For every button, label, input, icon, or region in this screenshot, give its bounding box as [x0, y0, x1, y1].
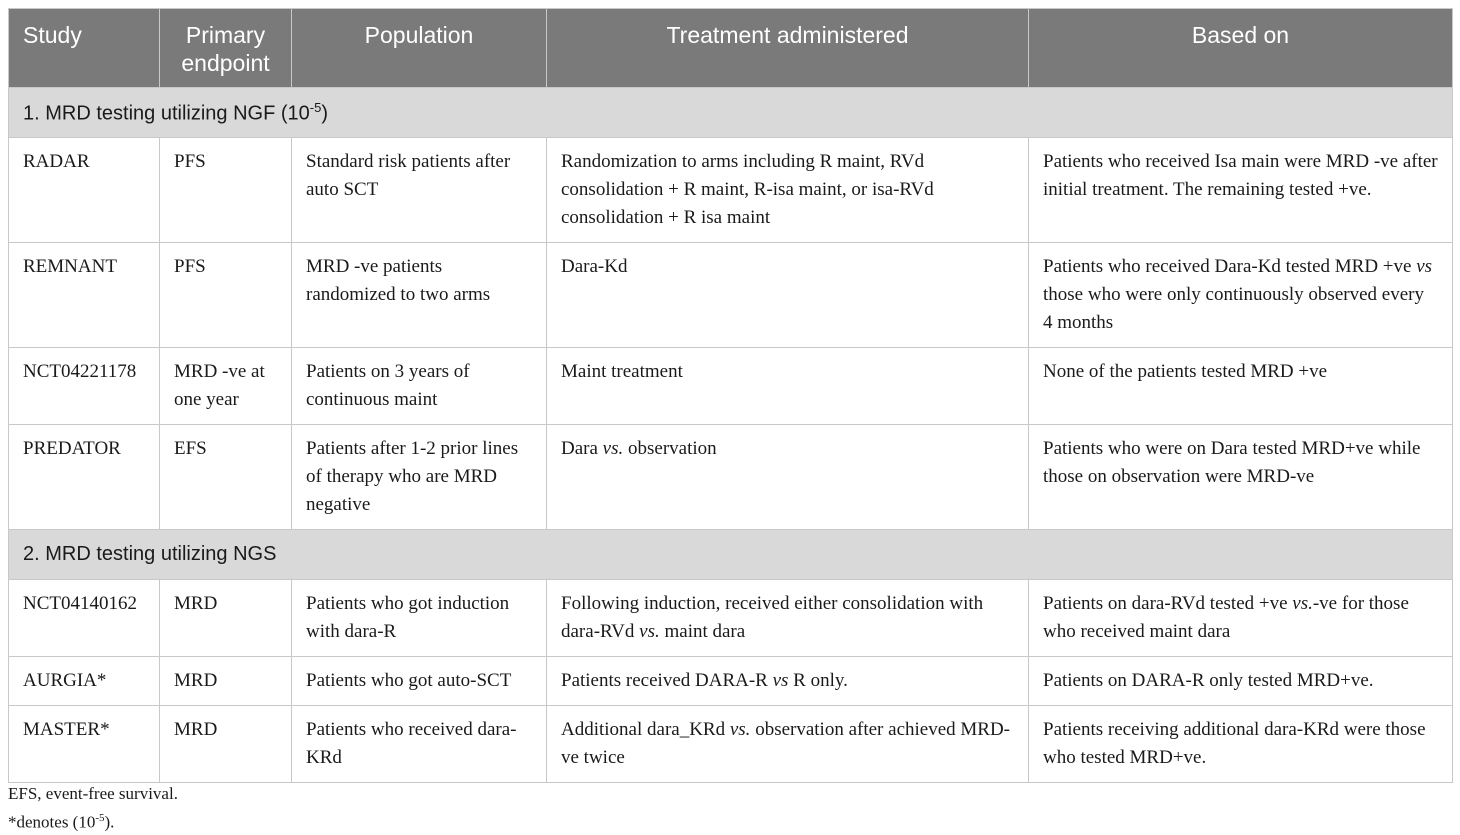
cell-based-on: Patients on DARA-R only tested MRD+ve. [1029, 657, 1453, 706]
treatment-vs: vs. [639, 621, 660, 642]
cell-study: AURGIA* [9, 657, 160, 706]
cell-endpoint: EFS [160, 425, 292, 530]
table-row [9, 425, 1453, 530]
cell-treatment: Maint treatment [547, 348, 1029, 425]
treatment-text-b: observation [623, 438, 717, 459]
cell-study: NCT04140162 [9, 580, 160, 657]
treatment-text-a: Dara [561, 438, 603, 459]
section-row-ngs [9, 530, 1453, 580]
footnote-asterisk [8, 806, 178, 835]
cell-treatment: Dara-Kd [547, 243, 1029, 348]
cell-endpoint: MRD [160, 706, 292, 783]
cell-population: Patients on 3 years of continuous maint [292, 348, 547, 425]
treatment-text-b: observation after achieved MRD-ve twice [561, 719, 1011, 768]
cell-study: PREDATOR [9, 425, 160, 530]
cell-population: MRD -ve patients randomized to two arms [292, 243, 547, 348]
based-on-text-a: Patients who received Dara-Kd tested MRD +ve [1043, 256, 1417, 277]
header-study: Study [9, 9, 160, 88]
cell-population: Patients who received dara-KRd [292, 706, 547, 783]
treatment-text-a: Patients received DARA-R [561, 670, 773, 691]
cell-population: Patients who got auto-SCT [292, 657, 547, 706]
header-based-on: Based on [1029, 9, 1453, 88]
treatment-text-a: Following induction, received either consolidation with dara-RVd [561, 593, 984, 642]
cell-endpoint: MRD -ve at one year [160, 348, 292, 425]
cell-treatment: Randomization to arms including R maint, RVd consolidation + R maint, R-isa maint, or isa-RVd consolidation + R isa maint [547, 138, 1029, 243]
cell-endpoint: PFS [160, 138, 292, 243]
section-title-suffix: ) [321, 102, 328, 125]
treatment-vs: vs. [602, 438, 624, 459]
treatment-text-b: maint dara [659, 621, 746, 642]
footnote-asterisk-prefix: *denotes (10 [8, 812, 96, 832]
cell-based-on: Patients receiving additional dara-KRd were those who tested MRD+ve. [1029, 706, 1453, 783]
based-on-text-a: Patients on dara-RVd tested +ve [1043, 593, 1293, 614]
table-header [9, 9, 1453, 88]
cell-endpoint: MRD [160, 657, 292, 706]
cell-based-on [1029, 580, 1453, 657]
mrd-trials-table [8, 8, 1453, 783]
treatment-vs: vs [772, 670, 789, 691]
mrd-trials-table-container [8, 8, 1452, 783]
cell-based-on: None of the patients tested MRD +ve [1029, 348, 1453, 425]
table-row [9, 706, 1453, 783]
cell-based-on [1029, 243, 1453, 348]
table-row [9, 243, 1453, 348]
header-population: Population [292, 9, 547, 88]
cell-endpoint: MRD [160, 580, 292, 657]
table-row [9, 348, 1453, 425]
based-on-text-b: -ve for those who received maint dara [1043, 593, 1409, 642]
section-title-ngf [9, 88, 1453, 138]
footnote-efs: EFS, event-free survival. [8, 784, 178, 803]
treatment-vs: vs. [729, 719, 751, 740]
section-row-ngf [9, 88, 1453, 138]
table-row [9, 580, 1453, 657]
cell-study: NCT04221178 [9, 348, 160, 425]
cell-treatment [547, 425, 1029, 530]
cell-treatment [547, 580, 1029, 657]
table-footnotes [8, 782, 178, 835]
cell-population: Patients who got induction with dara-R [292, 580, 547, 657]
cell-study: RADAR [9, 138, 160, 243]
treatment-text-a: Additional dara_KRd [561, 719, 730, 740]
based-on-text-b: those who were only continuously observed every 4 months [1043, 284, 1424, 333]
cell-population: Patients after 1-2 prior lines of therapy who are MRD negative [292, 425, 547, 530]
table-row [9, 138, 1453, 243]
cell-treatment [547, 706, 1029, 783]
cell-endpoint: PFS [160, 243, 292, 348]
cell-based-on: Patients who received Isa main were MRD -ve after initial treatment. The remaining tested +ve. [1029, 138, 1453, 243]
cell-treatment [547, 657, 1029, 706]
based-on-vs: vs [1416, 256, 1433, 277]
cell-study: MASTER* [9, 706, 160, 783]
based-on-vs: vs. [1292, 593, 1313, 614]
treatment-text-b: R only. [788, 670, 848, 691]
cell-population: Standard risk patients after auto SCT [292, 138, 547, 243]
header-treatment: Treatment administered [547, 9, 1029, 88]
table-row [9, 657, 1453, 706]
section-title-sup: -5 [309, 99, 322, 115]
header-primary-endpoint: Primary endpoint [160, 9, 292, 88]
section-title-prefix: 1. MRD testing utilizing NGF (10 [23, 102, 310, 125]
cell-based-on: Patients who were on Dara tested MRD+ve while those on observation were MRD-ve [1029, 425, 1453, 530]
footnote-asterisk-suffix: ). [104, 812, 115, 832]
table-body [9, 88, 1453, 783]
section-title-ngs: 2. MRD testing utilizing NGS [9, 530, 1453, 580]
header-row [9, 9, 1453, 88]
footnote-asterisk-sup: -5 [95, 812, 105, 824]
cell-study: REMNANT [9, 243, 160, 348]
